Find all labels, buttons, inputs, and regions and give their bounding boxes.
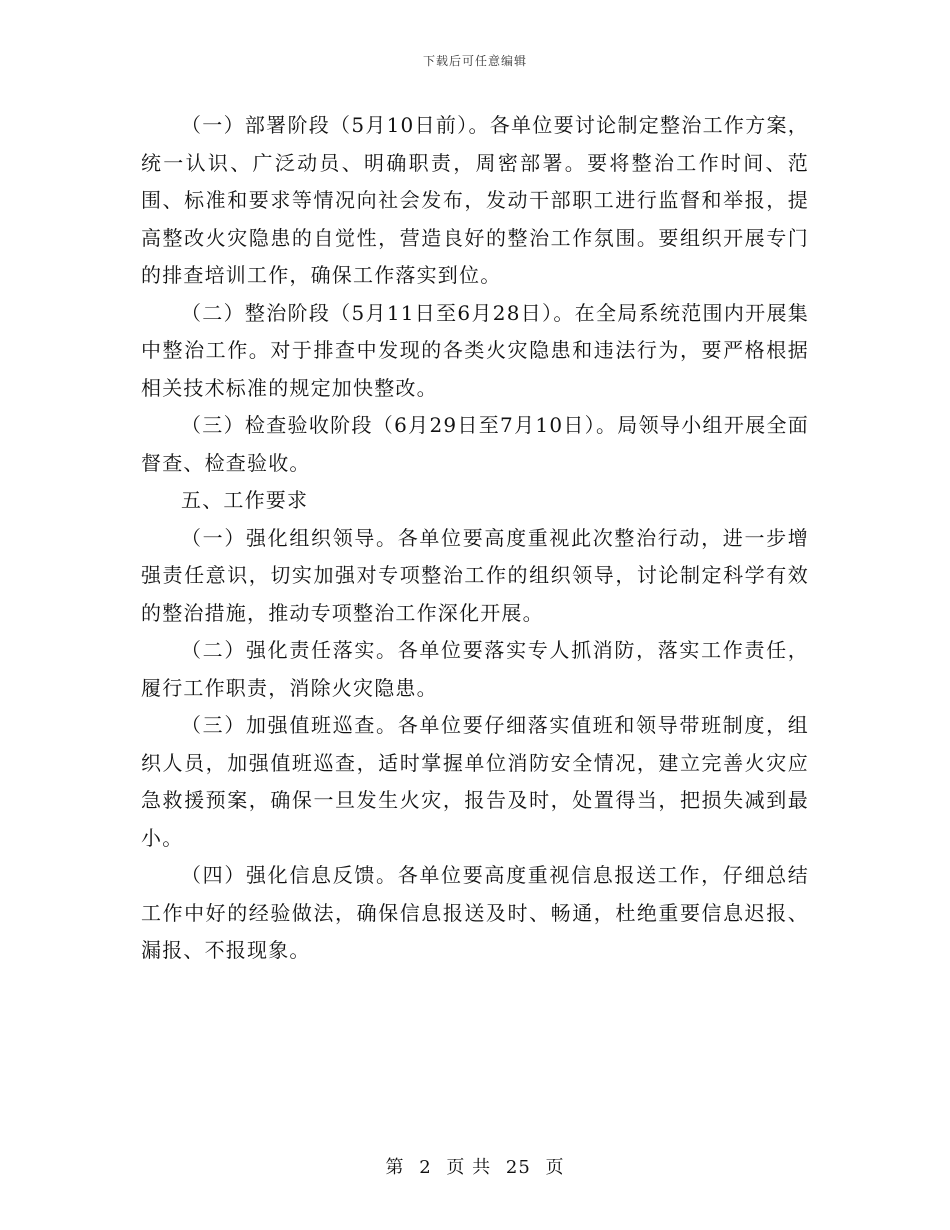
page-footer: [0, 1153, 950, 1179]
section-heading-work-requirements: 五、工作要求: [181, 488, 309, 512]
total-page-count: 25: [505, 1157, 531, 1178]
footer-suffix: 页: [545, 1157, 565, 1178]
paragraph-duty-patrol: （三）加强值班巡查。各单位要仔细落实值班和领导带班制度，组织人员，加强值班巡查，适时掌握单位消防安全情况，建立完善火灾应急救援预案，确保一旦发生火灾，报告及时，处置得当，把损失减到最小。: [141, 713, 809, 850]
document-body: [141, 107, 809, 970]
paragraph-organization-leadership: （一）强化组织领导。各单位要高度重视此次整治行动，进一步增强责任意识，切实加强对专项整治工作的组织领导，讨论制定科学有效的整治措施，推动专项整治工作深化开展。: [141, 525, 809, 625]
paragraph-responsibility: （二）强化责任落实。各单位要落实专人抓消防，落实工作责任，履行工作职责，消除火灾隐患。: [141, 638, 809, 700]
paragraph-information-feedback: （四）强化信息反馈。各单位要高度重视信息报送工作，仔细总结工作中好的经验做法，确保信息报送及时、畅通，杜绝重要信息迟报、漏报、不报现象。: [141, 863, 809, 962]
footer-middle: 页 共: [446, 1157, 492, 1178]
header-note: 下载后可任意编辑: [422, 54, 527, 68]
paragraph-rectification-stage: （二）整治阶段（5月11日至6月28日）。在全局系统范围内开展集中整治工作。对于排查中发现的各类火灾隐患和违法行为，要严格根据相关技术标准的规定加快整改。: [141, 300, 809, 400]
paragraph-inspection-stage: （三）检查验收阶段（6月29日至7月10日）。局领导小组开展全面督查、检查验收。: [141, 413, 809, 475]
paragraph-deployment-stage: （一）部署阶段（5月10日前）。各单位要讨论制定整治工作方案，统一认识、广泛动员、明确职责，周密部署。要将整治工作时间、范围、标准和要求等情况向社会发布，发动干部职工进行监督和举报，提高整改火灾隐患的自觉性，营造良好的整治工作氛围。要组织开展专门的排查培训工作，确保工作落实到位。: [141, 113, 809, 287]
current-page-number: 2: [419, 1157, 432, 1178]
footer-prefix: 第: [385, 1157, 405, 1178]
